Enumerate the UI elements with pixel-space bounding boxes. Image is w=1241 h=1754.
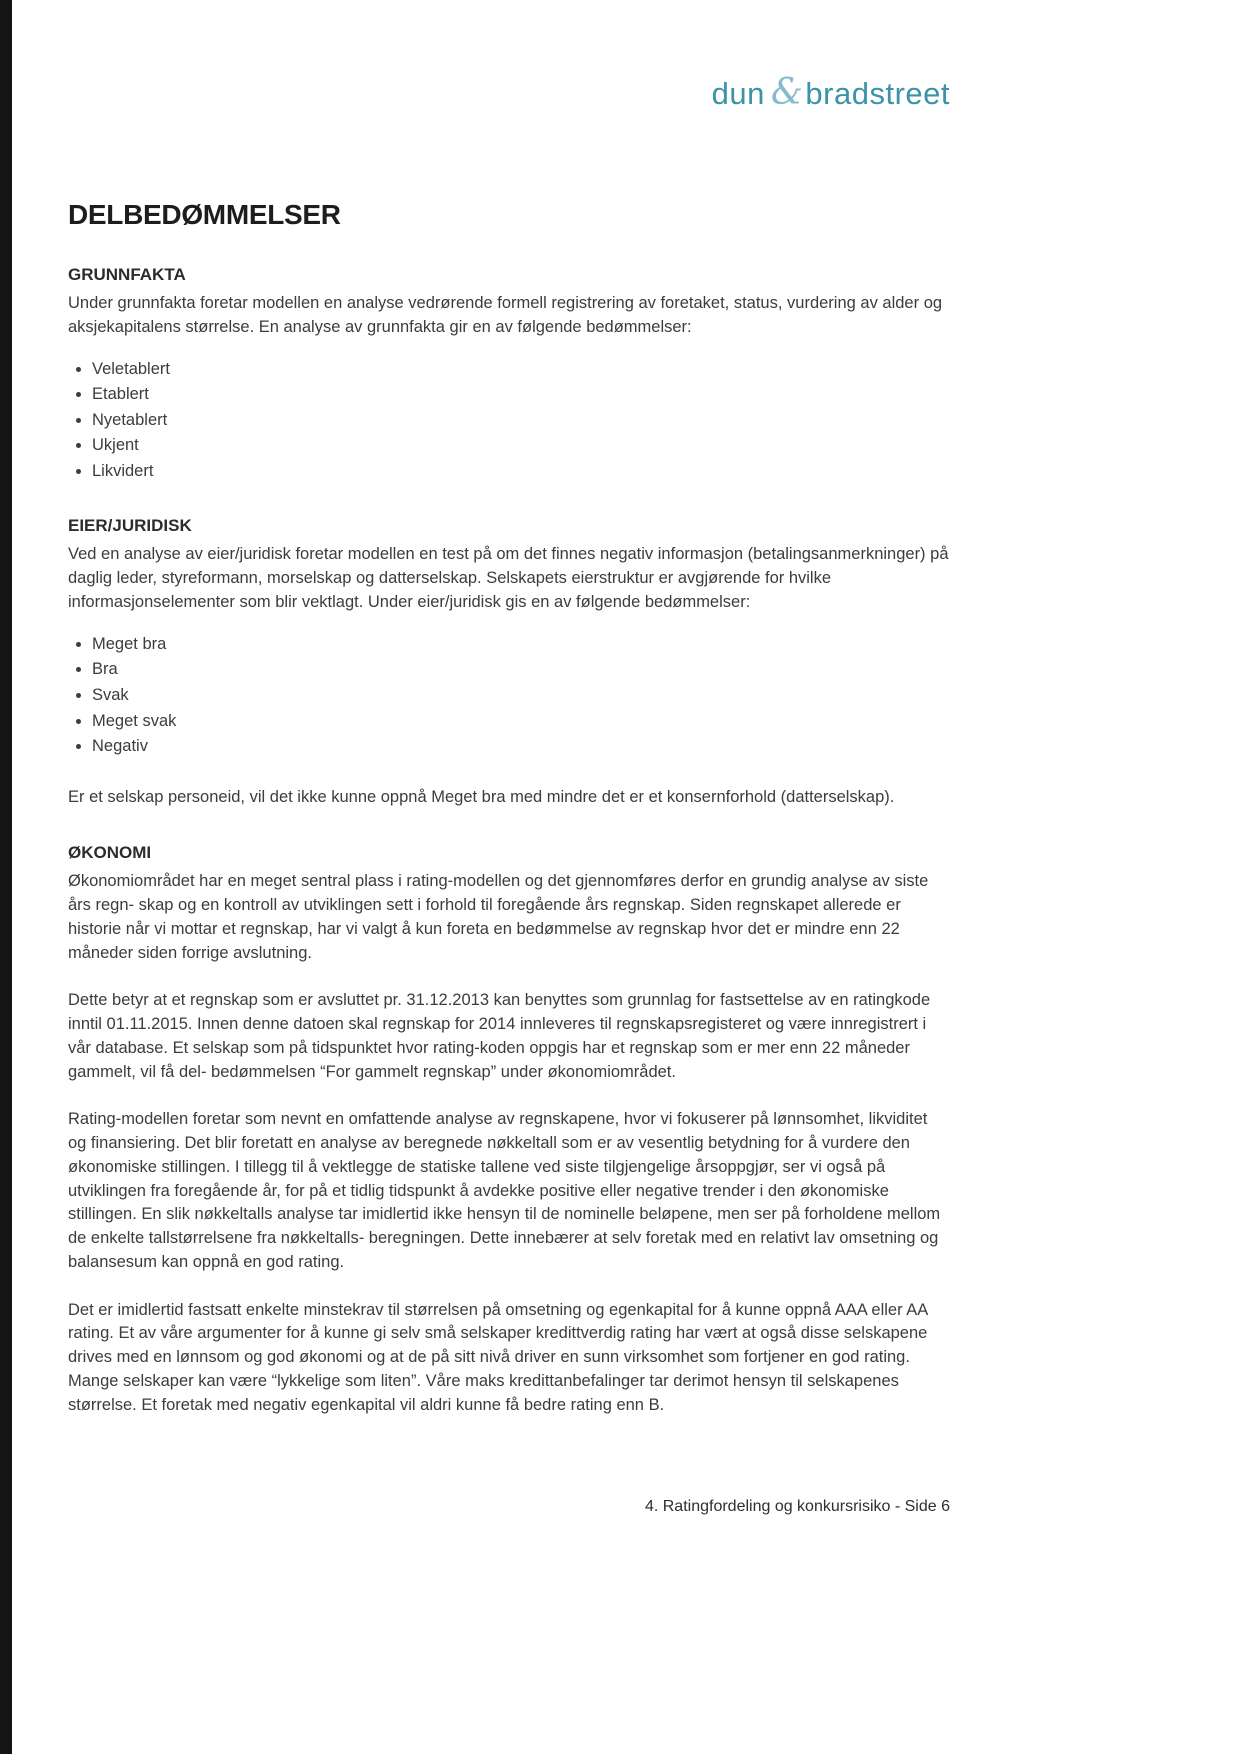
list-item: • Nyetablert — [92, 409, 950, 432]
list-item: • Ukjent — [92, 434, 950, 457]
okonomi-paragraph-4: Det er imidlertid fastsatt enkelte minstekrav til størrelsen på omsetning og egenkapital for å kunne oppnå AAA eller AA rating. Et av våre argumenter for å kunne gi selv små selskaper kredittverdig rating har vært at også disse selskapene drives med en lønnsom og god økonomi og at de på sitt nivå driver en sunn virksomhet som fortjener en god rating. Mange selskaper kan være “lykkelige som liten”. Våre maks kredittanbefalinger tar derimot hensyn til selskapenes størrelse. Et foretak med negativ egenkapital vil aldri kunne få bedre rating enn B. — [68, 1300, 928, 1414]
section-heading-eier-juridisk: EIER/JURIDISK — [68, 516, 192, 536]
okonomi-paragraph-3: Rating-modellen foretar som nevnt en omfattende analyse av regnskapene, hvor vi fokuserer på lønnsomhet, likviditet og finansiering. Det blir foretatt en analyse av beregnede nøkkeltall som er av vesentlig betydning for å vurdere den økonomiske stillingen. I tillegg til å vektlegge de statiske tallene ved siste tilgjengelige årsoppgjør, ser vi også på utviklingen fra foregående år, for på et tidlig tidspunkt å avdekke positive eller negative trender i den økonomiske stillingen. En slik nøkkeltalls analyse tar imidlertid ikke hensyn til de nominelle beløpene, men ser på forholdene mellom de enkelte tallstørrelsene fra nøkkeltalls- beregningen. Dette innebærer at selv foretak med en relativt lav omsetning og balansesum kan oppnå en god rating. — [68, 1110, 941, 1271]
list-item: • Negativ — [92, 735, 950, 758]
list-item: • Meget svak — [92, 710, 950, 733]
page-content — [68, 0, 950, 1441]
logo-text-bradstreet: bradstreet — [805, 76, 950, 111]
grunnfakta-bullet-list — [68, 358, 950, 483]
logo-text-dun: dun — [711, 76, 765, 111]
section-grunnfakta — [68, 265, 950, 482]
list-item: • Etablert — [92, 383, 950, 406]
section-okonomi — [68, 843, 950, 1417]
list-item: • Likvidert — [92, 460, 950, 483]
footer-text: 4. Ratingfordeling og konkursrisiko - Side 6 — [644, 1498, 950, 1515]
list-item: • Svak — [92, 684, 950, 707]
section-heading-grunnfakta: GRUNNFAKTA — [68, 265, 186, 284]
section-heading-okonomi: ØKONOMI — [68, 843, 152, 863]
eier-juridisk-intro: Ved en analyse av eier/juridisk foretar modellen en test på om det finnes negativ informasjon (betalingsanmerkninger) på daglig leder, styreformann, morselskap og datterselskap. Selskapets eierstruktur er avgjørende for hvilke informasjonselementer som blir vektlagt. Under eier/juridisk gis en av følgende bedømmelser: — [68, 545, 949, 611]
list-item: • Veletablert — [92, 358, 950, 381]
page-edge-bar — [0, 0, 12, 1754]
eier-juridisk-note: Er et selskap personeid, vil det ikke kunne oppnå Meget bra med mindre det er et konsernforhold (datterselskap). — [68, 787, 895, 806]
okonomi-paragraph-1: Økonomiområdet har en meget sentral plass i rating-modellen og det gjennomføres derfor en grundig analyse av siste års regn- skap og en kontroll av utviklingen sett i forhold til foregående års regnskap. Siden regnskapet allerede er historie når vi mottar et regnskap, har vi valgt å kun foreta en bedømmelse av regnskap hvor det er mindre enn 22 måneder siden forrige avslutning. — [68, 872, 929, 962]
okonomi-paragraph-2: Dette betyr at et regnskap som er avsluttet pr. 31.12.2013 kan benyttes som grunnlag for fastsettelse av en ratingkode inntil 01.11.2015. Innen denne datoen skal regnskap for 2014 innleveres til regnskapsregisteret og være innregistrert i vår database. Et selskap som på tidspunktet hvor rating-koden oppgis har et regnskap som er mer enn 22 måneder gammelt, vil få del- bedømmelsen “For gammelt regnskap” under økonomiområdet. — [68, 991, 931, 1081]
logo-ampersand-icon: & — [770, 72, 804, 113]
list-item: • Meget bra — [92, 633, 950, 656]
list-item: • Bra — [92, 658, 950, 681]
page-title: DELBEDØMMELSER — [68, 199, 341, 230]
eier-juridisk-bullet-list — [68, 633, 950, 758]
grunnfakta-intro: Under grunnfakta foretar modellen en analyse vedrørende formell registrering av foretaket, status, vurdering av alder og aksjekapitalens størrelse. En analyse av grunnfakta gir en av følgende bedømmelser: — [68, 294, 943, 336]
section-eier-juridisk — [68, 516, 950, 809]
dun-bradstreet-logo — [68, 72, 950, 113]
